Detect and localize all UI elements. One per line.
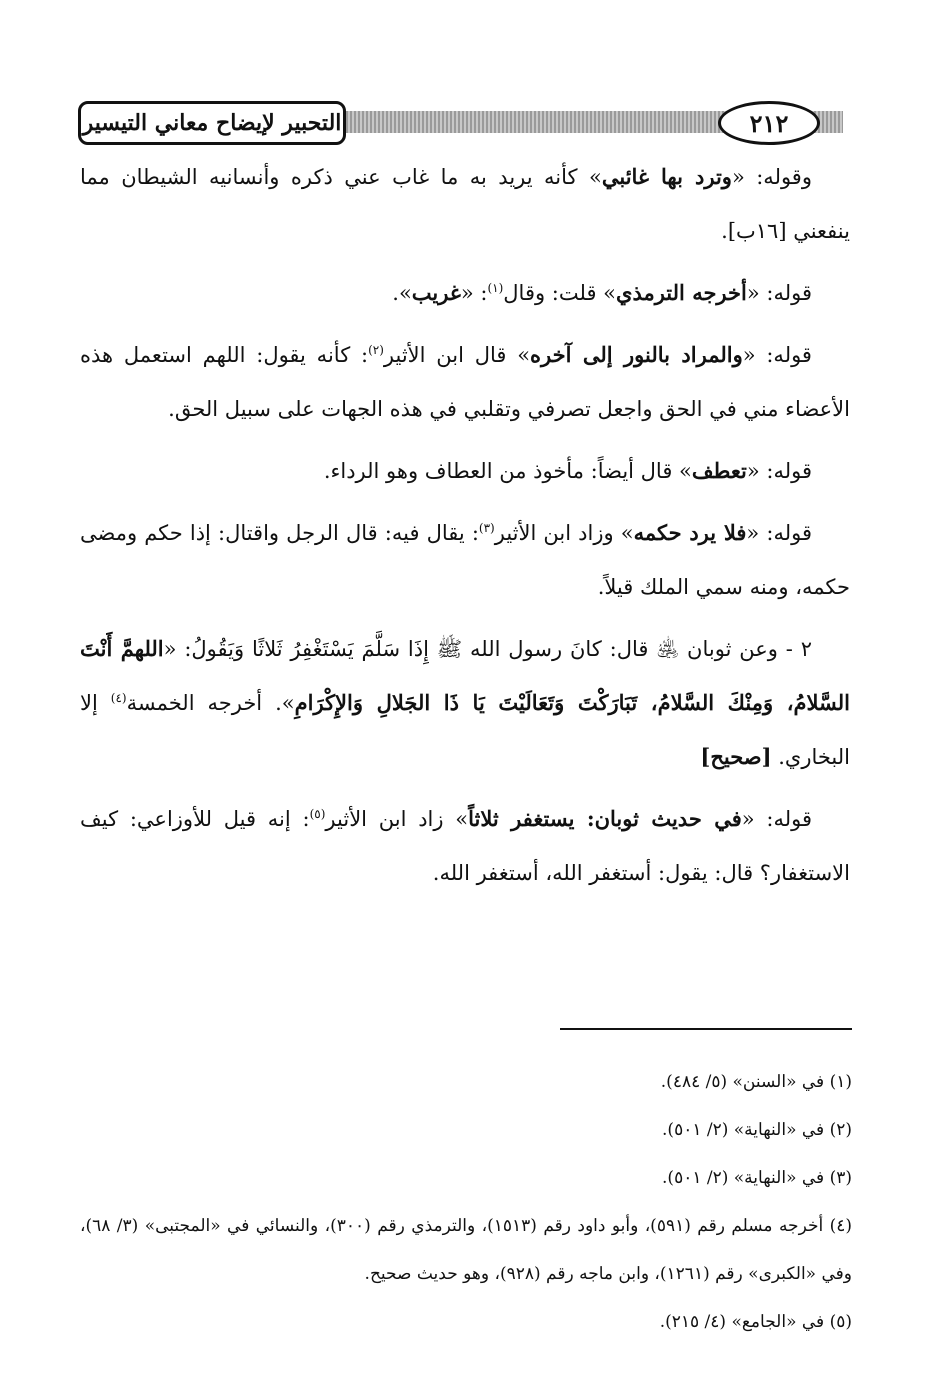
quoted-phrase: والمراد بالنور إلى آخره bbox=[530, 342, 743, 367]
footnote-1: (١) في «السنن» (٥/ ٤٨٤). bbox=[660, 1072, 852, 1092]
text-run: قوله: « bbox=[742, 343, 812, 367]
footnote-ref: (١) bbox=[487, 281, 504, 295]
page-number: ٢١٢ bbox=[718, 101, 820, 145]
text-run: قوله: « bbox=[746, 521, 812, 545]
quoted-phrase: غريب bbox=[411, 280, 461, 305]
text-run: » كأنه يريد به ما غاب عني ذكره وأنسانيه الشيطان مما ينفعني [١٦ب]. bbox=[80, 165, 850, 243]
footnote-ref: (٣) bbox=[478, 521, 495, 535]
text-run: ٢ - وعن ثوبان ﵁ قال: كانَ رسول الله ﷺ إِذَا سَلَّمَ يَسْتَغْفِرُ ثَلاثًا وَيَقُولُ: « bbox=[163, 637, 812, 661]
footnote-separator bbox=[560, 1028, 852, 1030]
paragraph-2 bbox=[80, 266, 850, 320]
text-run: وقوله: « bbox=[731, 165, 812, 189]
footnote-ref: (٤) bbox=[110, 691, 127, 705]
paragraph-3 bbox=[80, 328, 850, 436]
text-run: قوله: « bbox=[741, 807, 812, 831]
main-text bbox=[80, 150, 850, 908]
text-run: إلا البخاري. bbox=[80, 691, 850, 769]
quoted-phrase: أخرجه الترمذي bbox=[616, 280, 747, 305]
paragraph-6-hadith bbox=[80, 622, 850, 784]
footnotes bbox=[80, 1058, 852, 1346]
text-run: » قال أيضاً: مأخوذ من العطاف وهو الرداء. bbox=[323, 459, 692, 483]
hadith-grade: [صحيح] bbox=[700, 744, 772, 769]
text-run: : « bbox=[460, 281, 488, 305]
quoted-phrase: وترد بها غائبي bbox=[601, 164, 732, 189]
footnote-ref: (٢) bbox=[368, 343, 384, 357]
paragraph-7 bbox=[80, 792, 850, 900]
footnote-4: (٤) أخرجه مسلم رقم (٥٩١)، وأبو داود رقم (١٥١٣)، والترمذي رقم (٣٠٠)، والنسائي في «المجتبى» (٣/ ٦٨)، وفي «الكبرى» رقم (١٢٦١)، وابن ماجه رقم (٩٢٨)، وهو حديث صحيح. bbox=[80, 1216, 852, 1284]
text-run: : كأنه يقول: اللهم استعمل هذه الأعضاء مني في الحق واجعل تصرفي وتقلبي في هذه الجهات على سبيل الحق. bbox=[80, 343, 850, 421]
footnote-ref: (٥) bbox=[309, 807, 326, 821]
text-run: قوله: « bbox=[746, 459, 812, 483]
paragraph-4 bbox=[80, 444, 850, 498]
text-run: : إنه قيل للأوزاعي: كيف الاستغفار؟ قال: يقول: أستغفر الله، أستغفر الله. bbox=[80, 807, 850, 885]
page-header bbox=[78, 99, 843, 145]
text-run: » زاد ابن الأثير bbox=[325, 807, 469, 831]
text-run: : يقال فيه: قال الرجل واقتال: إذا حكم ومضى حكمه، ومنه سمي الملك قيلاً. bbox=[80, 521, 850, 599]
text-run: ». أخرجه الخمسة bbox=[126, 691, 295, 715]
footnote-5: (٥) في «الجامع» (٤/ ٢١٥). bbox=[659, 1312, 852, 1332]
quoted-phrase: تعطف bbox=[691, 458, 747, 483]
paragraph-1 bbox=[80, 150, 850, 258]
quoted-phrase: في حديث ثوبان: يستغفر ثلاثاً bbox=[468, 806, 742, 831]
footnote-3: (٣) في «النهاية» (٢/ ٥٠١). bbox=[662, 1168, 852, 1188]
paragraph-5 bbox=[80, 506, 850, 614]
text-run: » وزاد ابن الأثير bbox=[494, 521, 634, 545]
footnote-2: (٢) في «النهاية» (٢/ ٥٠١). bbox=[662, 1120, 852, 1140]
book-title: التحبير لإيضاح معاني التيسير bbox=[78, 101, 346, 145]
quoted-phrase: فلا يرد حكمه bbox=[633, 520, 747, 545]
text-run: » قلت: وقال bbox=[503, 281, 617, 305]
hadith-text: اللهمَّ أَنْتَ السَّلامُ، وَمِنْكَ السَّلامُ، تَبَارَكْتَ وَتَعَالَيْتَ يَا ذَا الجَلالِ وَالإِكْرَامِ bbox=[80, 636, 850, 715]
text-run: » قال ابن الأثير bbox=[383, 343, 531, 367]
text-run: قوله: « bbox=[746, 281, 812, 305]
text-run: ». bbox=[392, 281, 412, 305]
